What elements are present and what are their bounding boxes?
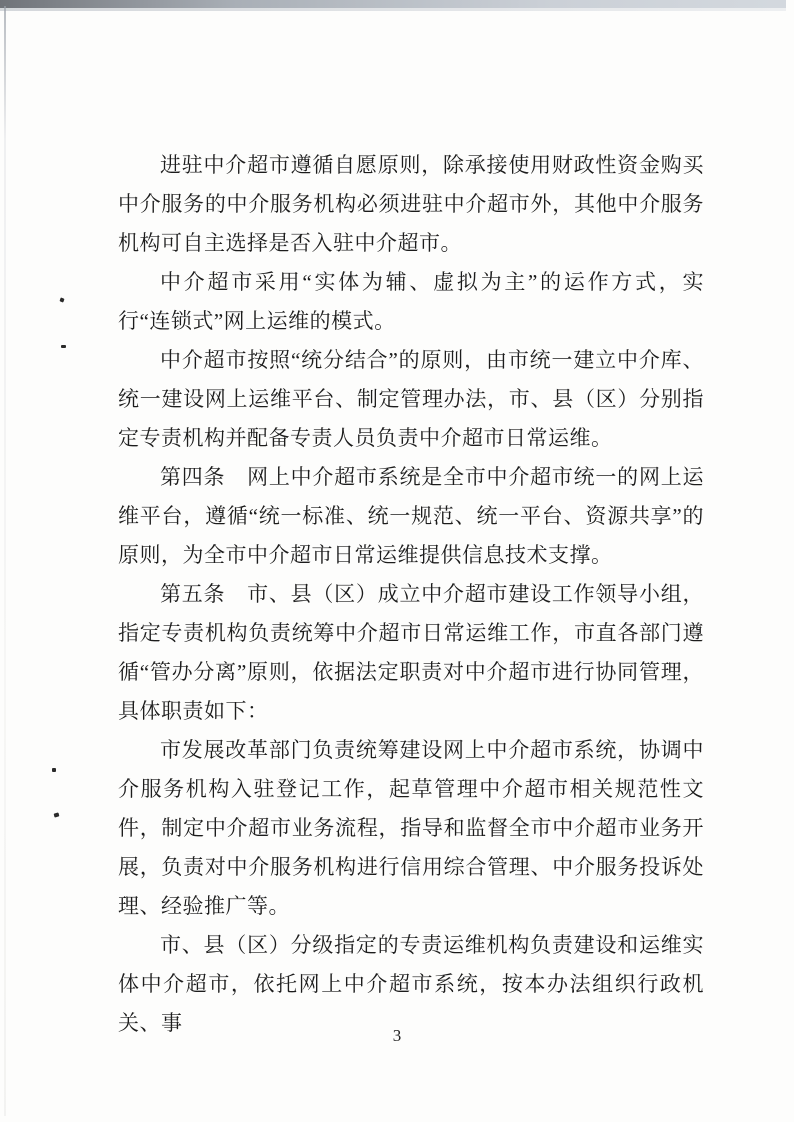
scan-speck — [52, 768, 56, 772]
scan-edge-left — [4, 6, 6, 1116]
scan-edge-top — [0, 0, 786, 8]
paragraph-ndrc-duties: 市发展改革部门负责统筹建设网上中介超市系统，协调中介服务机构入驻登记工作，起草管理中介超市相关规范性文件，制定中介超市业务流程，指导和监督全市中介超市业务开展，负责对中介服务机构进行信用综合管理、中介服务投诉处理、经验推广等。 — [118, 738, 704, 918]
page-number: 3 — [392, 1026, 402, 1045]
document-body — [118, 146, 704, 1043]
scan-speck — [61, 345, 66, 348]
paragraph-operator-duties: 市、县（区）分级指定的专责运维机构负责建设和运维实体中介超市，依托网上中介超市系统，按本办法组织行政机关、事 — [118, 933, 704, 1035]
paragraph-article-5: 第五条 市、县（区）成立中介超市建设工作领导小组，指定专责机构负责统筹中介超市日常运维工作，市直各部门遵循“管办分离”原则，依据法定职责对中介超市进行协同管理，具体职责如下： — [118, 582, 704, 723]
scan-edge-top-shadow — [0, 8, 786, 11]
scan-speck — [59, 297, 64, 302]
scan-speck — [54, 812, 60, 817]
paragraph-voluntary-entry: 进驻中介超市遵循自愿原则，除承接使用财政性资金购买中介服务的中介服务机构必须进驻中介超市外，其他中介服务机构可自主选择是否入驻中介超市。 — [118, 153, 704, 255]
paragraph-operation-mode: 中介超市采用“实体为辅、虚拟为主”的运作方式，实行“连锁式”网上运维的模式。 — [118, 270, 704, 333]
paragraph-article-4: 第四条 网上中介超市系统是全市中介超市统一的网上运维平台，遵循“统一标准、统一规范、统一平台、资源共享”的原则，为全市中介超市日常运维提供信息技术支撑。 — [118, 465, 704, 567]
paragraph-unified-separate: 中介超市按照“统分结合”的原则，由市统一建立中介库、统一建设网上运维平台、制定管理办法，市、县（区）分别指定专责机构并配备专责人员负责中介超市日常运维。 — [118, 348, 704, 450]
